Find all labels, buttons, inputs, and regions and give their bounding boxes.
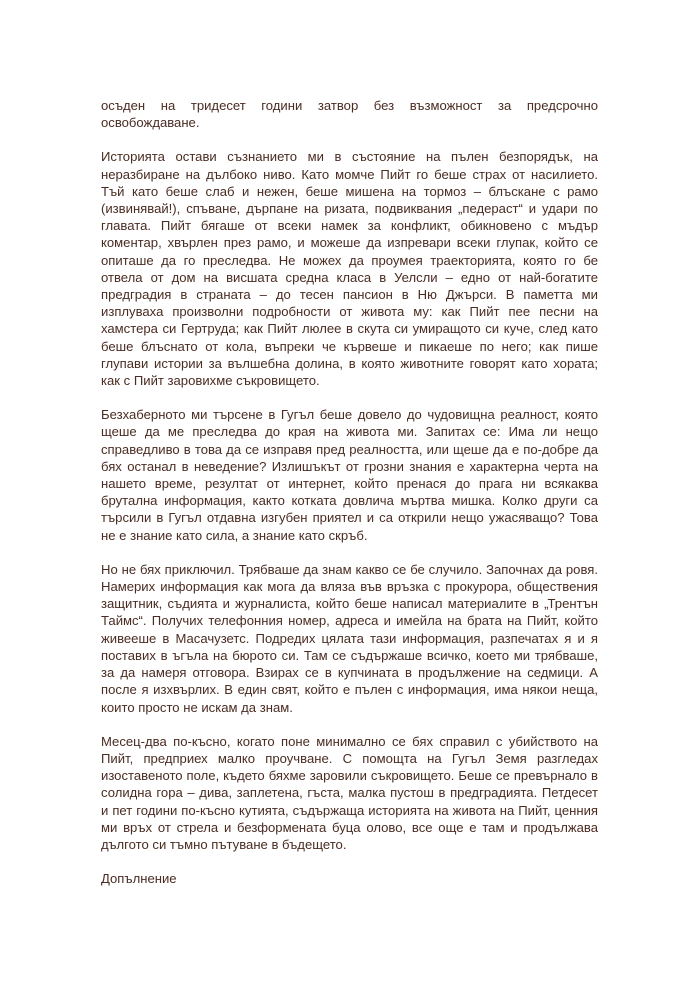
paragraph: Месец-два по-късно, когато поне минимално се бях справил с убийството на Пийт, предприех малко проучване. С помощта на Гугъл Земя разгледах изоставеното поле, където бяхме заровили съкровището. Беше се превърнало в солидна гора – дива, заплетена, гъста, малка пустош в предградията. Петдесет и пет години по-късно кутията, съдържаща историята на живота на Пийт, ценния ми връх от стрела и безформената буца олово, все още е там и продължава дългото си тъмно пътуване в бъдещето. bbox=[101, 733, 598, 852]
section-heading: Допълнение bbox=[101, 871, 177, 887]
paragraph: Безхаберното ми търсене в Гугъл беше довело до чудовищна реалност, която щеше да ме преследва до края на живота ми. Запитах се: Има ли нещо справедливо в това да се изправя пред реалността, или щеше да е по-добре да бях останал в неведение? Излишъкът от грозни знания е характерна черта на нашето време, резултат от интернет, който пренася до прага ни всякаква брутална информация, както котката довлича мъртва мишка. Колко други са търсили в Гугъл отдавна изгубен приятел и са открили нещо ужасяващо? Това не е знание като сила, а знание като скръб. bbox=[101, 407, 598, 543]
paragraph: Историята остави съзнанието ми в състояние на пълен безпорядък, на неразбиране на дълбоко ниво. Като момче Пийт го беше страх от насилието. Тъй като беше слаб и нежен, беше мишена на тормоз – блъскане с рамо (извинявай!), спъване, дърпане на ризата, подвиквания „педераст“ и удари по главата. Пийт бягаше от всеки намек за конфликт, обикновено с мъдър коментар, хвърлен през рамо, и можеше да изпревари всеки глупак, който се опиташе да го преследва. Не можех да проумея траекторията, която го бе отвела от дом на висшата средна класа в Уелсли – едно от най-богатите предградия в страната – до тесен пансион в Ню Джърси. В паметта ми изплуваха произволни подробности от живота му: как Пийт пее песни на хамстера си Гертруда; как Пийт люлее в скута си умиращото си куче, след като беше блъснато от кола, въпреки че кървеше и пикаеше по него; как пише глупави истории за вълшебна долина, в която животните говорят като хората; как с Пийт заровихме съкровището. bbox=[101, 149, 598, 389]
paragraph: осъден на тридесет години затвор без възможност за предсрочно освобождаване. bbox=[101, 98, 598, 131]
paragraph: Но не бях приключил. Трябваше да знам какво се бе случило. Започнах да ровя. Намерих информация как мога да вляза във връзка с прокурора, обществения защитник, съдията и журналиста, който беше написал материалите в „Трентън Таймс“. Получих телефонния номер, адреса и имейла на брата на Пийт, който живееше в Масачузетс. Подредих цялата тази информация, разпечатах я и я поставих в ъгъла на бюрото си. Там се съдържаше всичко, което ми трябваше, за да намеря отговора. Взирах се в купчината в продължение на седмици. А после я изхвърлих. В един свят, който е пълен с информация, има някои неща, които просто не искам да знам. bbox=[101, 561, 598, 715]
document-body bbox=[101, 97, 598, 904]
